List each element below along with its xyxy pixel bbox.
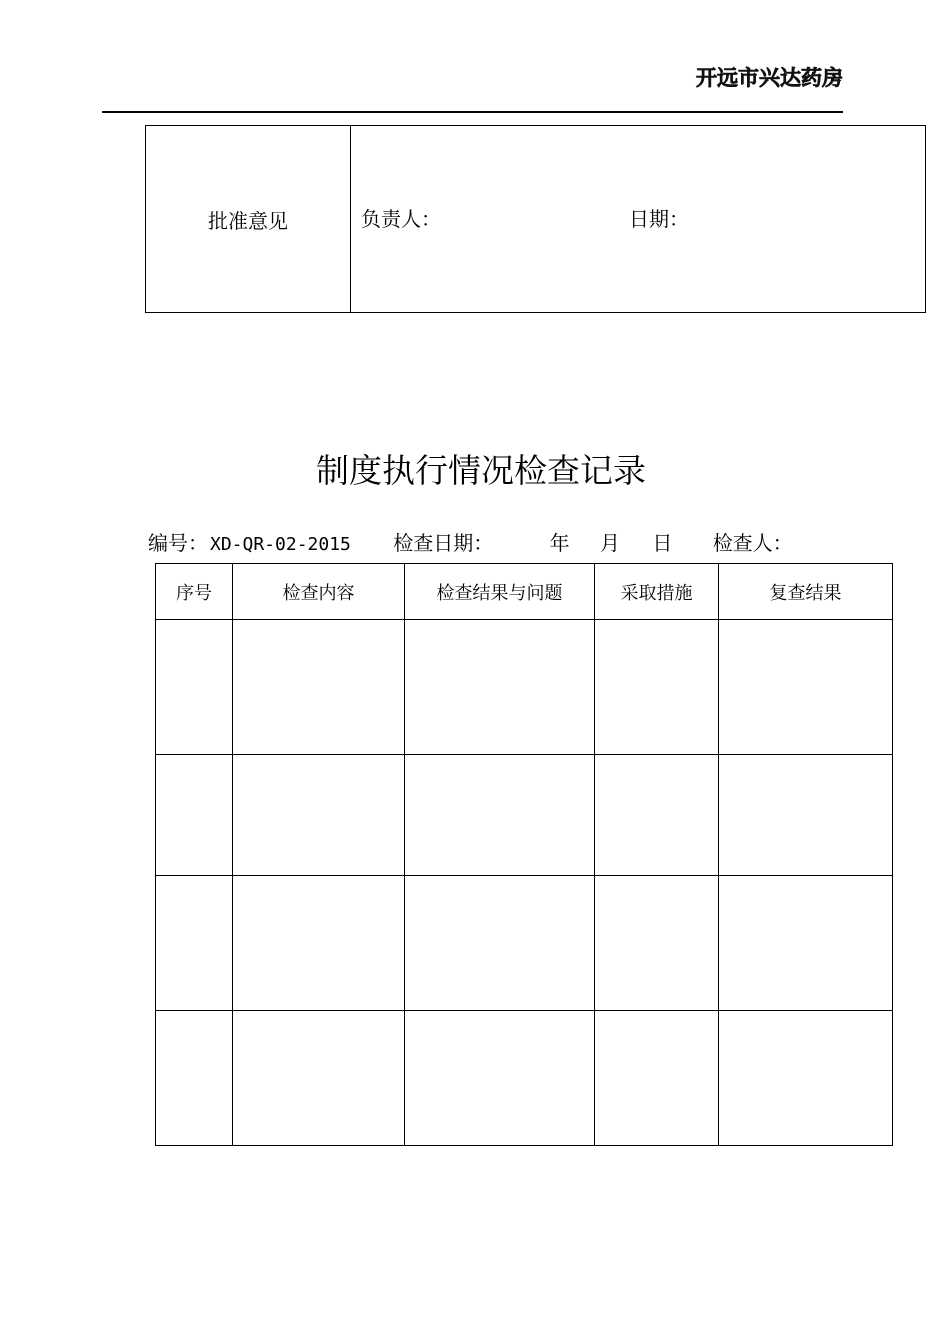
day-label: 日: [652, 531, 673, 555]
month-label: 月: [599, 531, 620, 555]
approval-column-divider: [350, 126, 351, 312]
table-cell[interactable]: [719, 620, 893, 755]
table-row: [156, 620, 893, 755]
table-cell[interactable]: [233, 620, 405, 755]
check-date-label: 检查日期：: [393, 531, 494, 555]
table-row: [156, 876, 893, 1011]
approval-table: [145, 125, 926, 313]
table-cell[interactable]: [719, 755, 893, 876]
table-cell[interactable]: [719, 876, 893, 1011]
column-header-measures: 采取措施: [595, 564, 719, 620]
table-cell[interactable]: [405, 620, 595, 755]
table-row: [156, 755, 893, 876]
table-cell[interactable]: [595, 876, 719, 1011]
column-header-recheck: 复查结果: [719, 564, 893, 620]
record-meta-line: [148, 527, 793, 556]
table-cell[interactable]: [156, 755, 233, 876]
column-header-result: 检查结果与问题: [405, 564, 595, 620]
organization-name: 开远市兴达药房: [696, 66, 843, 90]
inspector-label: 检查人：: [712, 531, 793, 555]
year-label: 年: [549, 531, 570, 555]
table-cell[interactable]: [595, 1011, 719, 1146]
column-header-serial: 序号: [156, 564, 233, 620]
table-cell[interactable]: [595, 620, 719, 755]
approval-opinion-label: 批准意见: [208, 208, 288, 233]
table-cell[interactable]: [405, 755, 595, 876]
table-cell[interactable]: [405, 876, 595, 1011]
table-cell[interactable]: [156, 620, 233, 755]
table-cell[interactable]: [156, 876, 233, 1011]
table-cell[interactable]: [156, 1011, 233, 1146]
approval-date-label: 日期：: [629, 207, 689, 231]
column-header-content: 检查内容: [233, 564, 405, 620]
table-cell[interactable]: [595, 755, 719, 876]
document-title: 制度执行情况检查记录: [316, 451, 646, 490]
header-divider: [102, 111, 843, 113]
table-cell[interactable]: [233, 876, 405, 1011]
document-code: XD-QR-02-2015: [210, 534, 351, 555]
responsible-person-label: 负责人：: [361, 207, 441, 231]
table-cell[interactable]: [233, 1011, 405, 1146]
table-row: [156, 1011, 893, 1146]
table-cell[interactable]: [233, 755, 405, 876]
table-header-row: [156, 564, 893, 620]
table-cell[interactable]: [719, 1011, 893, 1146]
inspection-record-table: [155, 563, 893, 1146]
table-cell[interactable]: [405, 1011, 595, 1146]
code-label: 编号：: [148, 531, 208, 555]
